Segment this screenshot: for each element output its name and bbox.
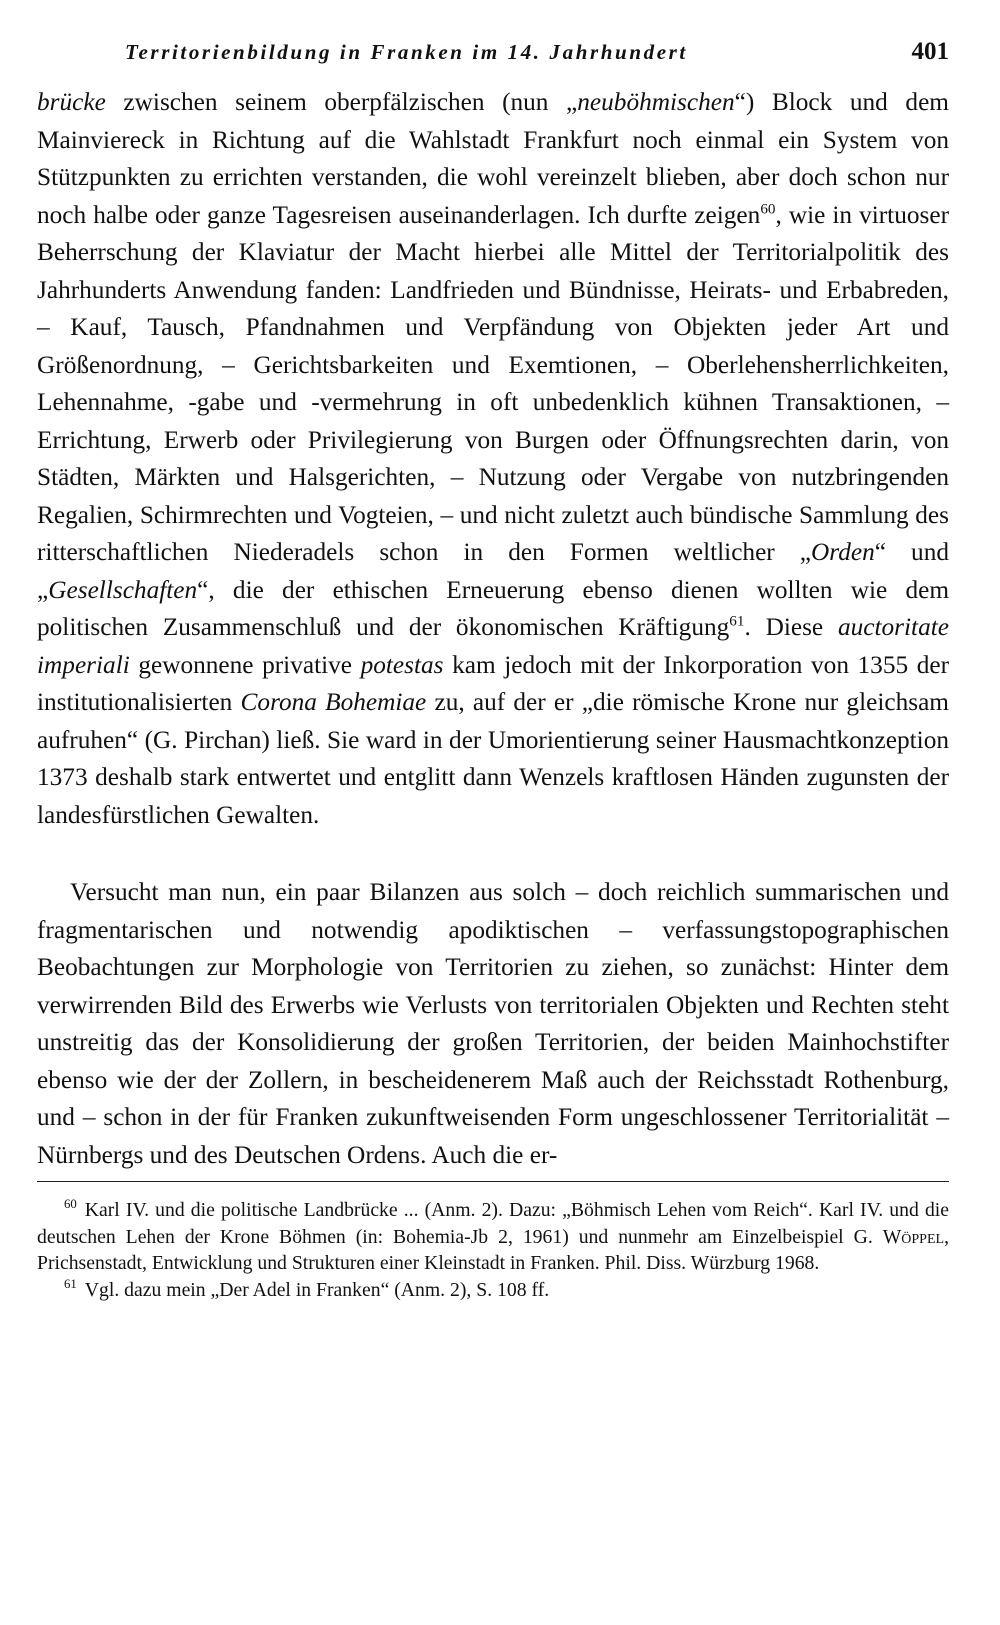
text-run: zwischen seinem oberpfälzischen (nun „ [105, 88, 578, 116]
text-italic: potestas [360, 650, 444, 679]
text-italic: Corona Bohemiae [240, 688, 427, 716]
running-head [37, 30, 949, 76]
footnote-mark: 60 [64, 1197, 77, 1212]
text-run: “) Block und dem Mainviereck in Richtung auf die Wahlstadt Frankfurt noch einmal ein System von Stützpunkten zu errichten verstanden, die wohl vereinzelt blieben, aber doch schon nur noch halbe oder ganze Tagesreisen auseinanderlagen. Ich durfte zeigen [37, 88, 949, 229]
text-italic: auctoritate imperiali [37, 613, 949, 679]
text-italic: Gesellschaften [48, 575, 198, 604]
text-italic: Orden [811, 538, 875, 566]
paragraph-2: Versucht man nun, ein paar Bilanzen aus solch – doch reichlich summarischen und fragmentarischen und notwendig apodiktischen – verfassungstopographischen Beobachtungen zur Morphologie von Territorien zu ziehen, so zunächst: Hinter dem verwirrenden Bild des Erwerbs wie Verlusts von territorialen Objekten und Rechten steht unstreitig das der Konsolidierung der großen Territorien, der beiden Mainhochstifter ebenso wie der der Zollern, in bescheidenerem Maß auch der Reichsstadt Rothenburg, und – schon in der für Franken zukunftweisenden Form ungeschlossener Territorialität – Nürnbergs und des Deutschen Ordens. Auch die er- [37, 878, 949, 1169]
footnote-60 [37, 1197, 949, 1277]
footnotes [37, 1197, 949, 1303]
paragraph-1 [37, 84, 949, 834]
footnote-mark: 61 [64, 1276, 77, 1291]
text-run: “, die der ethischen Erneuerung ebenso dienen wollten wie dem politischen Zusammenschluß und der ökonomischen Kräftigung [37, 575, 949, 641]
footnote-text: Vgl. dazu mein „Der Adel in Franken“ (Anm. 2), S. 108 ff. [84, 1278, 550, 1301]
text-run: gewonnene privative [129, 650, 361, 679]
text-run: zu, auf der er „die römische Krone nur gleichsam aufruhen“ (G. Pirchan) ließ. Sie ward in der Umorientierung seiner Hausmachtkonzeption 1373 deshalb stark entwertet und entglitt dann Wenzels kraftlosen Händen zugunsten der landesfürstlichen Gewalten. [37, 688, 949, 829]
text-run: “ und „ [37, 538, 949, 604]
text-run: kam jedoch mit der Inkorporation von 1355 der institutionalisierten [37, 650, 950, 716]
footnote-divider [37, 1181, 949, 1182]
text-run: , wie in virtuoser Beherrschung der Klaviatur der Macht hierbei alle Mittel der Territorialpolitik des Jahrhunderts Anwendung fanden: Landfrieden und Bündnisse, Heirats- und Erbabreden, – Kauf, Tausch, Pfandnahmen und Verpfändung von Objekten jeder Art und Größenordnung, – Gerichtsbarkeiten und Exemtionen, – Oberlehensherrlichkeiten, Lehennahme, -gabe und -vermehrung in oft unbedenklich kühnen Transaktionen, – Errichtung, Erwerb oder Privilegierung von Burgen oder Öffnungsrechten darin, von Städten, Märkten und Halsgerichten, – Nutzung oder Vergabe von nutzbringenden Regalien, Schirmrechten und Vogteien, – und nicht zuletzt auch bündische Sammlung des ritterschaftlichen Niederadels schon in den Formen weltlicher „ [37, 200, 949, 566]
footnote-text: Karl IV. und die politische Landbrücke ... (Anm. 2). Dazu: „Böhmisch Lehen vom Reich“. Karl IV. und die deutschen Lehen der Krone Böhmen (in: Bohemia-Jb 2, 1961) und nunmehr am Einzelbeispiel G. [37, 1199, 949, 1248]
footnote-ref-60[interactable]: 60 [760, 200, 776, 218]
footnote-author: Wöppel [882, 1225, 945, 1248]
page-number: 401 [911, 38, 949, 65]
footnote-ref-61[interactable]: 61 [729, 612, 745, 630]
text-italic: neuböhmischen [577, 88, 735, 116]
book-page [37, 30, 949, 1600]
footnote-text: , Prichsenstadt, Entwicklung und Strukturen einer Kleinstadt in Franken. Phil. Diss. Würzburg 1968. [37, 1225, 949, 1274]
text-italic: brücke [37, 88, 106, 116]
text-run: . Diese [744, 613, 838, 641]
running-title: Territorienbildung in Franken im 14. Jahrhundert [125, 40, 688, 64]
footnote-61 [37, 1277, 949, 1304]
